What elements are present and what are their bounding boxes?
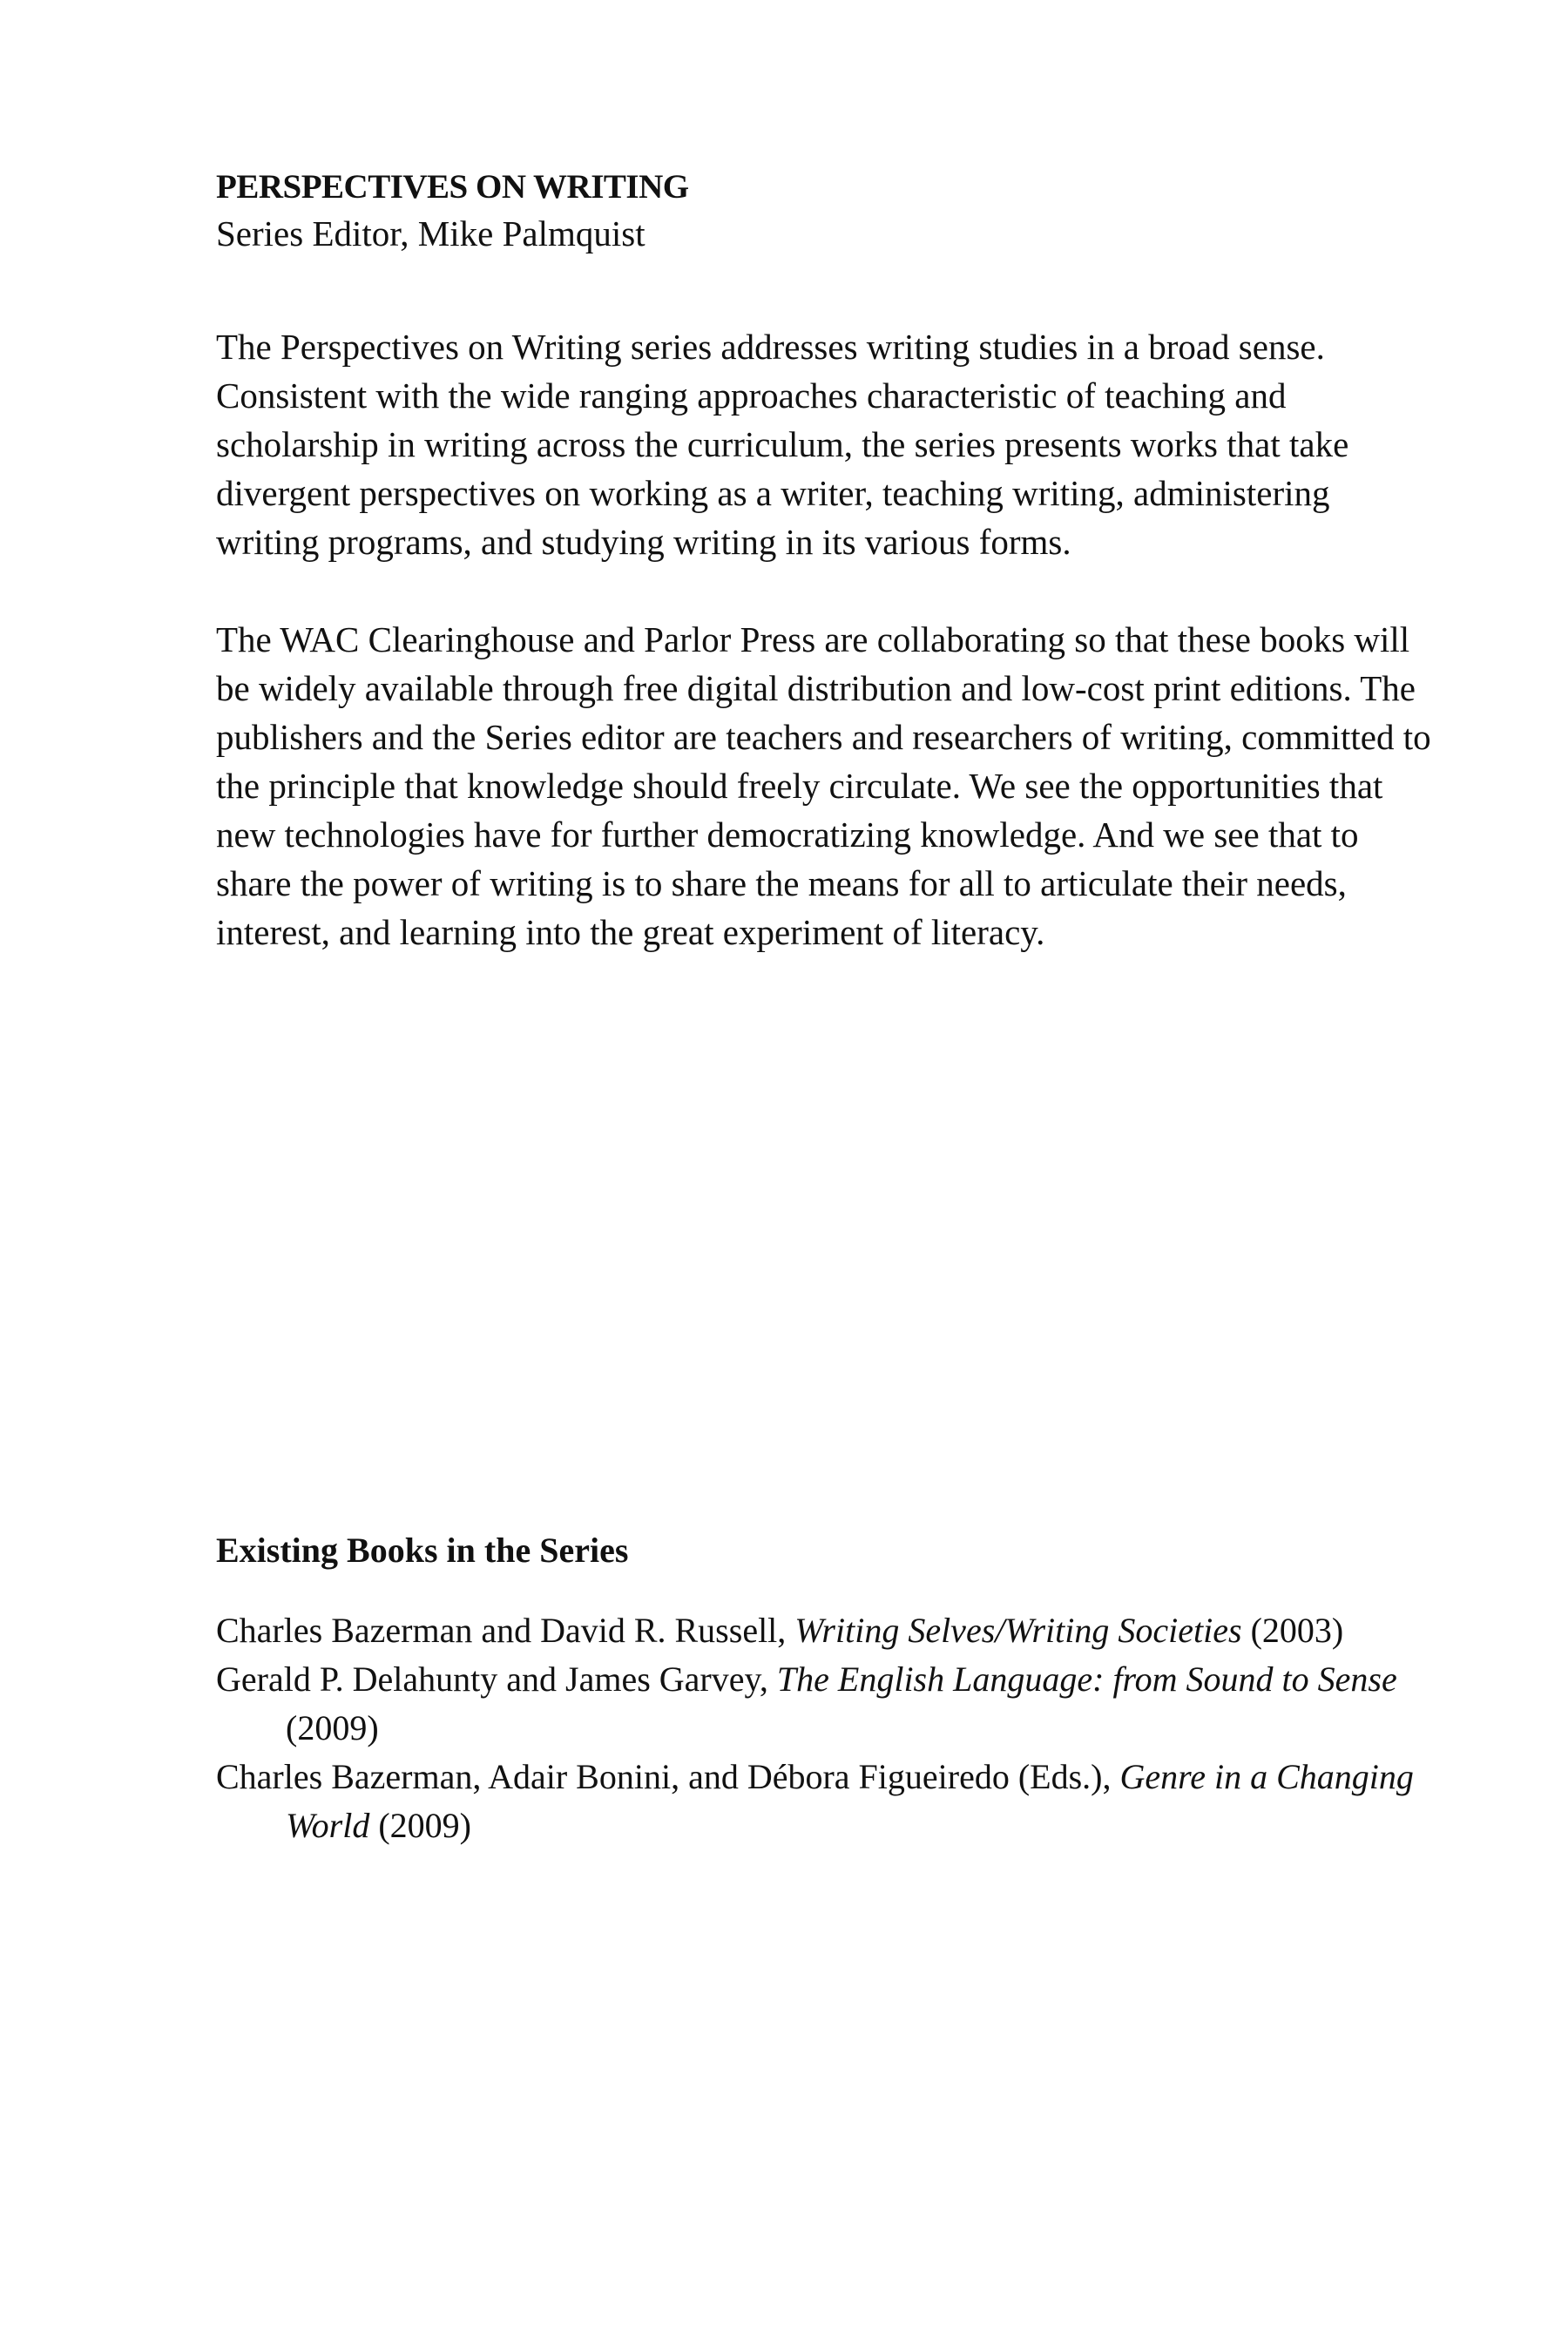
existing-books-heading: Existing Books in the Series <box>216 1531 629 1570</box>
book-entry <box>216 1655 1436 1753</box>
book-entry <box>216 1606 1436 1655</box>
book-year: (2009) <box>369 1806 471 1845</box>
description-paragraph: The Perspectives on Writing series addresses writing studies in a broad sense. Consistent with the wide ranging approaches characteristic of teaching and scholarship in writing across the curriculum, the series presents works that take divergent perspectives on working as a writer, teaching writing, administering writing programs, and studying writing in its various forms. <box>216 327 1349 562</box>
book-authors: Charles Bazerman and David R. Russell, <box>216 1611 795 1650</box>
series-editor: Series Editor, Mike Palmquist <box>216 213 645 253</box>
series-description <box>216 322 1436 956</box>
book-year: (2009) <box>286 1708 379 1747</box>
book-authors: Gerald P. Delahunty and James Garvey, <box>216 1659 777 1699</box>
book-title: Genre in a Changing World <box>286 1757 1414 1845</box>
book-title: Writing Selves/Writing Societies <box>794 1611 1242 1650</box>
book-entry <box>216 1753 1436 1850</box>
series-title: PERSPECTIVES ON WRITING <box>216 168 689 206</box>
description-paragraph: The WAC Clearinghouse and Parlor Press are collaborating so that these books will be widely available through free digital distribution and low-cost print editions. The publishers and the Series editor are teachers and researchers of writing, committed to the principle that knowledge should freely circulate. We see the opportunities that new technologies have for further democratizing knowledge. And we see that to share the power of writing is to share the means for all to articulate their needs, interest, and learning into the great experiment of literacy. <box>216 619 1431 952</box>
book-year: (2003) <box>1241 1611 1344 1650</box>
series-info <box>216 166 1436 1005</box>
book-title: The English Language: from Sound to Sense <box>776 1659 1397 1699</box>
existing-books-section <box>216 1526 1436 1850</box>
book-authors: Charles Bazerman, Adair Bonini, and Débora Figueiredo (Eds.), <box>216 1757 1120 1796</box>
